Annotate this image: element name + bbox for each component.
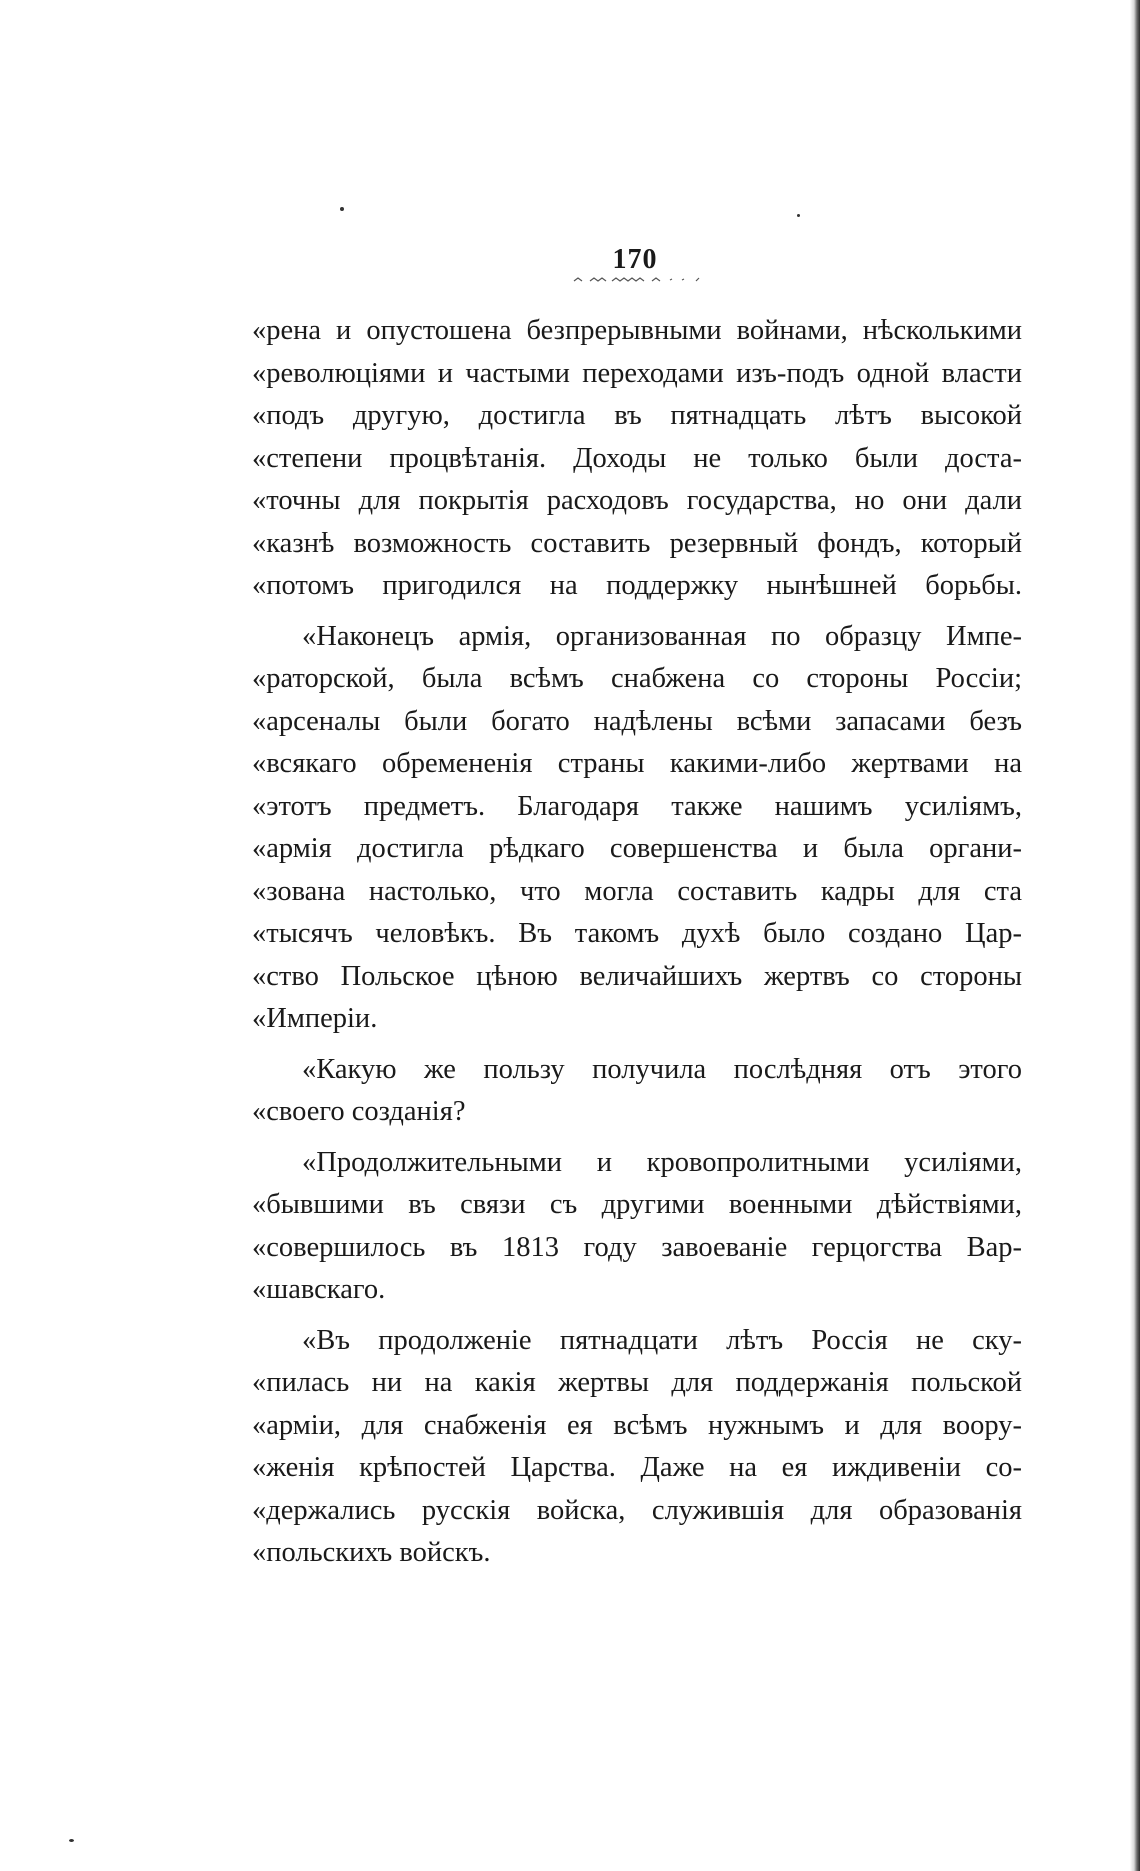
text-line: «раторской, была всѣмъ снабжена со стороны Россіи; bbox=[252, 663, 1022, 694]
text-line: «рена и опустошена безпрерывными войнами, нѣсколькими bbox=[252, 315, 1022, 346]
text-line: «всякаго обремененія страны какими-либо жертвами на bbox=[252, 748, 1022, 779]
page-edge-shadow bbox=[1130, 0, 1140, 1871]
paragraph-gap bbox=[252, 1312, 1022, 1320]
paragraph-gap bbox=[252, 608, 1022, 616]
text-line: «пилась ни на какія жертвы для поддержанія польской bbox=[252, 1367, 1022, 1398]
text-line: «степени процвѣтанія. Доходы не только были доста- bbox=[252, 442, 1022, 474]
text-line: «ство Польское цѣною величайшихъ жертвъ со стороны bbox=[252, 960, 1022, 992]
text-line: «арсеналы были богато надѣлены всѣми запасами безъ bbox=[252, 705, 1022, 737]
text-line: «Наконецъ армія, организованная по образцу Импе- bbox=[302, 620, 1022, 652]
text-line: «армія достигла рѣдкаго совершенства и была органи- bbox=[252, 833, 1022, 864]
text-line: «Имперіи. bbox=[252, 1003, 378, 1034]
text-line: «подъ другую, достигла въ пятнадцать лѣтъ высокой bbox=[252, 400, 1022, 431]
paragraph bbox=[252, 310, 1022, 608]
text-line: «точны для покрытія расходовъ государства, но они дали bbox=[252, 485, 1022, 516]
paragraph-gap bbox=[252, 1134, 1022, 1142]
paragraph bbox=[252, 616, 1022, 1041]
text-line: «казнѣ возможность составить резервный фондъ, который bbox=[252, 527, 1022, 559]
text-line: «бывшими въ связи съ другими военными дѣйствіями, bbox=[252, 1189, 1022, 1220]
text-line: «польскихъ войскъ. bbox=[252, 1537, 491, 1568]
scan-speck bbox=[69, 1839, 74, 1842]
text-line: «женія крѣпостей Царства. Даже на ея иждивеніи со- bbox=[252, 1452, 1022, 1483]
paragraph bbox=[252, 1142, 1022, 1312]
text-line: «совершилось въ 1813 году завоеваніе герцогства Вар- bbox=[252, 1231, 1022, 1263]
scan-speck bbox=[340, 207, 344, 211]
text-line: «Какую же пользу получила послѣдняя отъ этого bbox=[302, 1053, 1022, 1085]
text-line: «зована настолько, что могла составить кадры для ста bbox=[252, 875, 1022, 907]
body-text bbox=[252, 310, 1022, 1575]
text-line: «Продолжительными и кровопролитными усиліями, bbox=[302, 1146, 1022, 1178]
text-line: «держались русскія войска, служившія для образованія bbox=[252, 1494, 1022, 1526]
scan-speck bbox=[797, 214, 800, 217]
paragraph-gap bbox=[252, 1041, 1022, 1049]
text-line: «тысячъ человѣкъ. Въ такомъ духѣ было создано Цар- bbox=[252, 918, 1022, 949]
text-line: «Въ продолженіе пятнадцати лѣтъ Россія не ску- bbox=[302, 1324, 1022, 1356]
header-ornament bbox=[572, 275, 702, 285]
text-line: «революціями и частыми переходами изъ-подъ одной власти bbox=[252, 357, 1022, 389]
text-line: «арміи, для снабженія ея всѣмъ нужнымъ и для воору- bbox=[252, 1409, 1022, 1441]
paragraph bbox=[252, 1049, 1022, 1134]
text-line: «своего созданія? bbox=[252, 1096, 466, 1127]
text-line: «потомъ пригодился на поддержку нынѣшней борьбы. bbox=[252, 570, 1022, 601]
page-number: 170 bbox=[612, 244, 658, 275]
paragraph bbox=[252, 1320, 1022, 1575]
text-line: «этотъ предметъ. Благодаря также нашимъ усиліямъ, bbox=[252, 790, 1022, 822]
text-line: «шавскаго. bbox=[252, 1274, 386, 1305]
